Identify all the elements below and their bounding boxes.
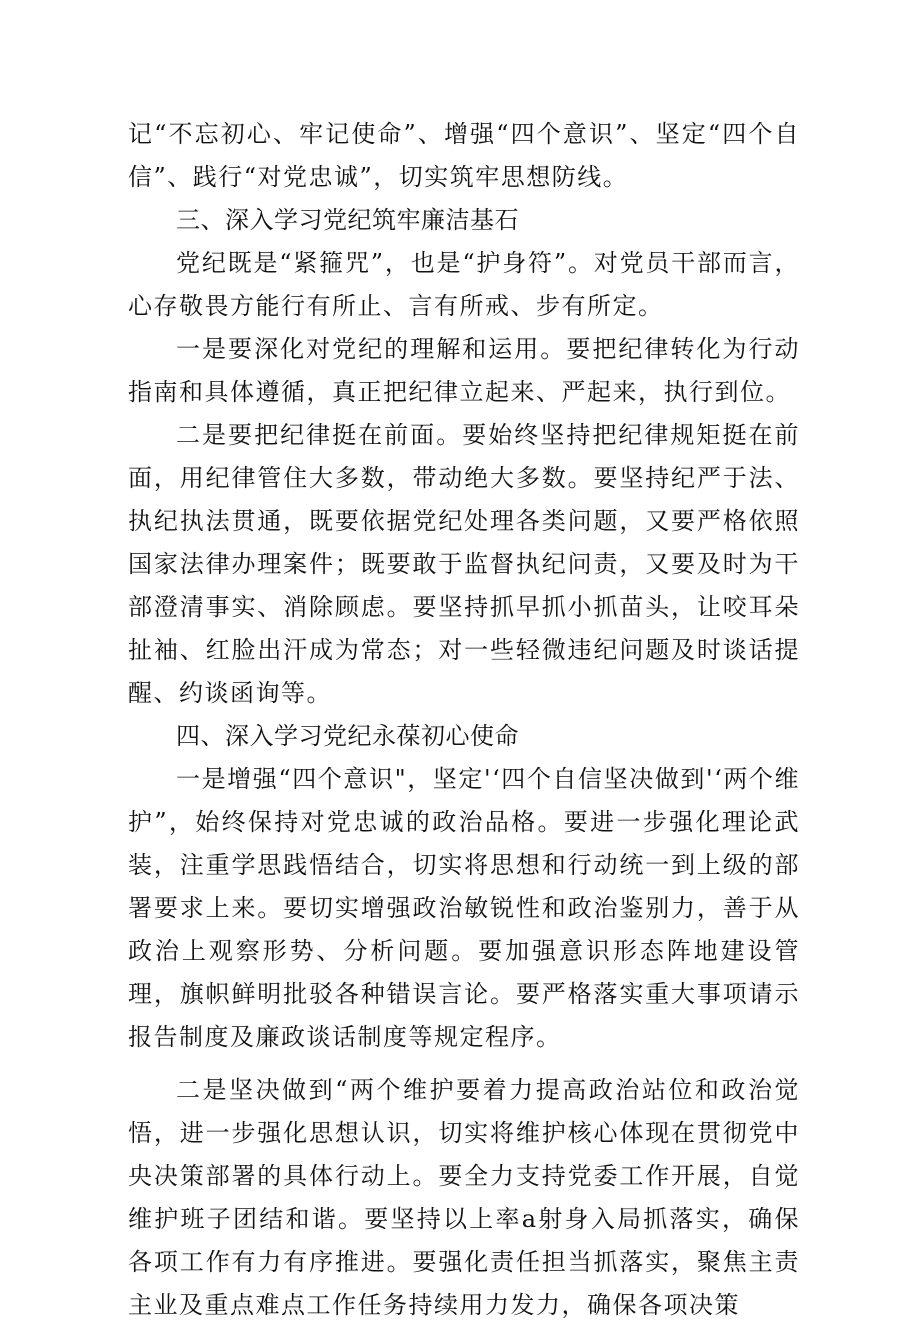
paragraph: 二是坚决做到“两个维护要着力提高政治站位和政治觉悟，进一步强化思想认识，切实将维护核心体现在贯彻党中央决策部署的具体行动上。要全力支持党委工作开展，自觉维护班子团结和谐。要坚持以上率a射身入局抓落实，确保各项工作有力有序推进。要强化责任担当抓落实，聚焦主责主业及重点难点工作任务持续用力发力，确保各项决策	[128, 1076, 800, 1319]
document-body	[128, 113, 800, 1327]
paragraph: 二是要把纪律挺在前面。要始终坚持把纪律规矩挺在前面，用纪律管住大多数，带动绝大多数。要坚持纪严于法、执纪执法贯通，既要依据党纪处理各类问题，又要严格依照国家法律办理案件；既要敢于监督执纪问责，又要及时为干部澄清事实、消除顾虑。要坚持抓早抓小抓苗头，让咬耳朵扯袖、红脸出汗成为常态；对一些轻微违纪问题及时谈话提醒、约谈函询等。	[128, 421, 800, 707]
paragraph: 一是增强“四个意识"，坚定'‘四个自信坚决做到'‘两个维护”，始终保持对党忠诚的政治品格。要进一步强化理论武装，注重学思践悟结合，切实将思想和行动统一到上级的部署要求上来。要切实增强政治敏锐性和政治鉴别力，善于从政治上观察形势、分析问题。要加强意识形态阵地建设管理，旗帜鲜明批驳各种错误言论。要严格落实重大事项请示报告制度及廉政谈话制度等规定程序。	[128, 765, 800, 1051]
paragraph: 党纪既是“紧箍咒”，也是“护身符”。对党员干部而言，心存敬畏方能行有所止、言有所戒、步有所定。	[128, 249, 800, 320]
section-heading-4: 四、深入学习党纪永葆初心使命	[176, 722, 519, 750]
paragraph: 一是要深化对党纪的理解和运用。要把纪律转化为行动指南和具体遵循，真正把纪律立起来、严起来，执行到位。	[128, 335, 800, 406]
section-heading-3: 三、深入学习党纪筑牢廉洁基石	[176, 206, 519, 234]
paragraph-continuation: 记“不忘初心、牢记使命”、增强“四个意识”、坚定“四个自信”、践行“对党忠诚”，切实筑牢思想防线。	[128, 120, 800, 191]
